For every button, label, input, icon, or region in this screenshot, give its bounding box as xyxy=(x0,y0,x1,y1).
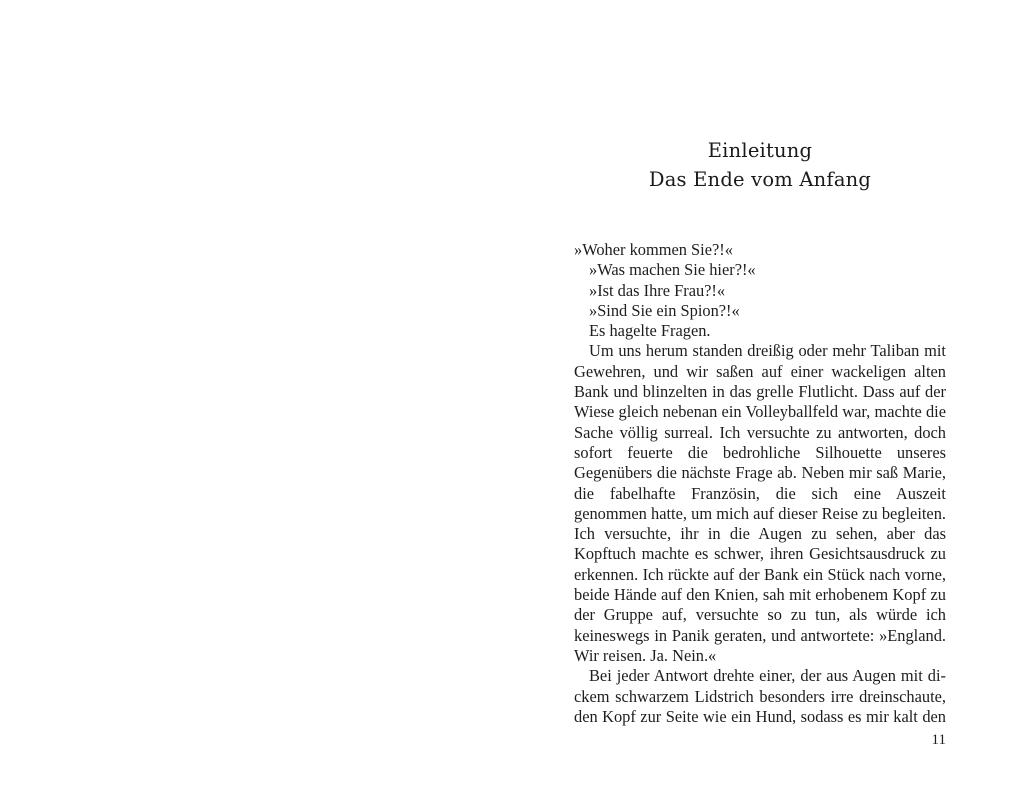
chapter-heading xyxy=(574,136,946,194)
paragraph: »Sind Sie ein Spion?!« xyxy=(589,300,740,320)
chapter-title: Einleitung xyxy=(707,139,813,162)
paragraph: »Woher kommen Sie?!« xyxy=(574,240,733,259)
paragraph: »Was machen Sie hier?!« xyxy=(589,260,756,280)
page-number: 11 xyxy=(931,732,946,748)
paragraph: Bei jeder Antwort drehte einer, der aus Augen mit dickem schwarzem Lidstrich besonders irre dreinschaute, den Kopf zur Seite wie ein Hund, sodass es mir kalt den xyxy=(574,666,946,726)
paragraph: Um uns herum standen dreißig oder mehr Taliban mit Gewehren, und wir saßen auf einer wackeligen alten Bank und blinzelten in das grelle Flutlicht. Dass auf der Wiese gleich nebenan ein Volleyballfeld war, machte die Sache völlig surreal. Ich versuchte zu antworten, doch sofort feuerte die bedrohliche Silhouette unseres Gegenübers die nächste Frage ab. Neben mir saß Marie, die fabelhafte Französin, die sich eine Auszeit genommen hatte, um mich auf dieser Reise zu begleiten. Ich versuchte, ihr in die Augen zu sehen, aber das Kopftuch machte es schwer, ihren Gesichtsausdruck zu erkennen. Ich rückte auf der Bank ein Stück nach vorne, beide Hände auf den Knien, sah mit erhobenem Kopf zu der Gruppe auf, versuchte so zu tun, als würde ich keineswegs in Panik geraten, und antwortete: »England. Wir reisen. Ja. Nein.« xyxy=(574,341,946,665)
chapter-subtitle: Das Ende vom Anfang xyxy=(648,168,872,191)
body-text xyxy=(574,240,946,727)
paragraph: Es hagelte Fragen. xyxy=(589,321,711,341)
paragraph: »Ist das Ihre Frau?!« xyxy=(589,280,726,300)
